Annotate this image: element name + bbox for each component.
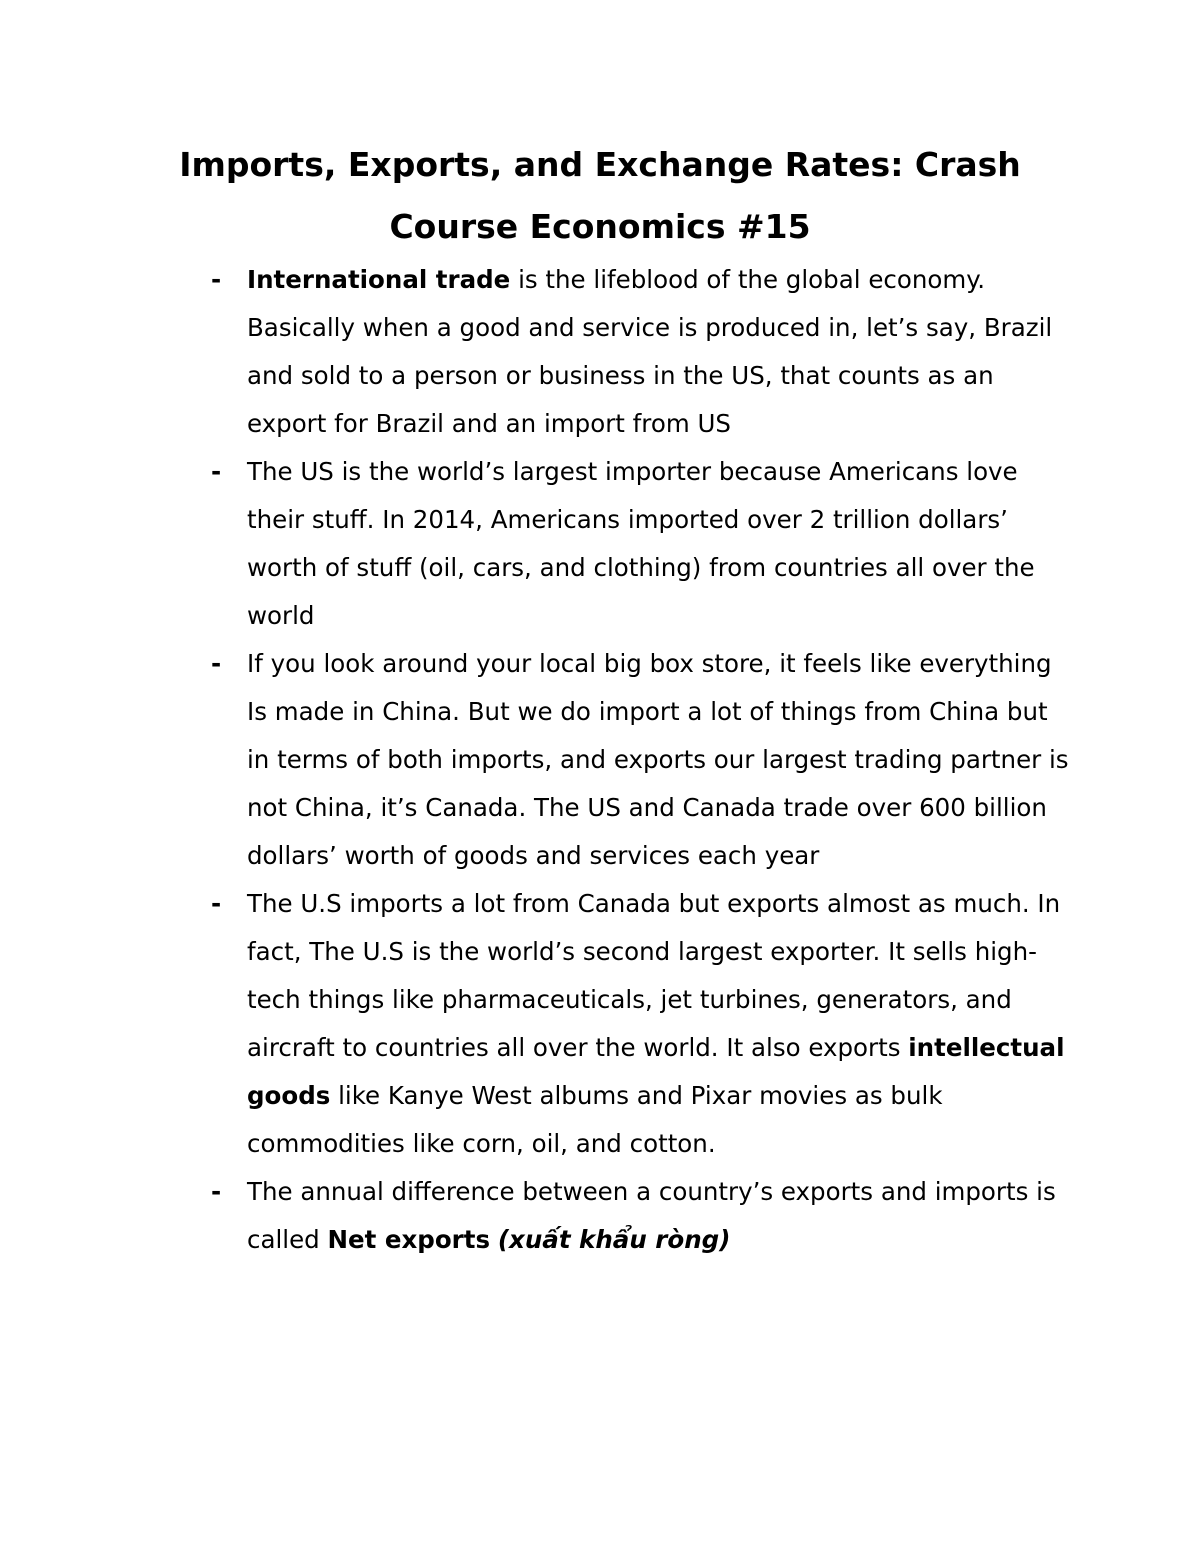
term-net-exports: Net exports (327, 1225, 491, 1254)
title-line-2: Course Economics #15 (389, 207, 811, 246)
bullet-text: is the lifeblood of the global economy. Basically when a good and service is produced in, let’s say, Brazil and sold to a person or business in the US, that counts as an export for Brazil and an import from US (247, 265, 1053, 438)
bullet-marker: - (211, 889, 222, 918)
bullet-marker: - (211, 265, 222, 294)
bullet-text: like Kanye West albums and Pixar movies as bulk commodities like corn, oil, and cotton. (247, 1081, 943, 1158)
spacer (490, 1225, 498, 1254)
bullet-marker: - (211, 1177, 222, 1206)
bullet-text: The annual difference between a country’s exports and imports is called (247, 1177, 1056, 1254)
list-item (0, 880, 1077, 1168)
bullet-list (0, 256, 1200, 1264)
term-intellectual-goods: intellectual goods (247, 1033, 1065, 1110)
bullet-text: If you look around your local big box store, it feels like everything Is made in China. But we do import a lot of things from China but in terms of both imports, and exports our largest trading partner is not China, it’s Canada. The US and Canada trade over 600 billion dollars’ worth of goods and services each year (247, 649, 1069, 870)
bullet-text: The US is the world’s largest importer because Americans love their stuff. In 2014, Americans imported over 2 trillion dollars’ worth of stuff (oil, cars, and clothing) from countries all over the world (247, 457, 1035, 630)
list-item (0, 448, 1077, 640)
bullet-marker: - (211, 457, 222, 486)
term-net-exports-translation: (xuất khẩu ròng) (497, 1225, 731, 1254)
list-item (0, 1168, 1077, 1264)
bullet-text: The U.S imports a lot from Canada but exports almost as much. In fact, The U.S is the world’s second largest exporter. It sells high-tech things like pharmaceuticals, jet turbines, generators, and aircraft to countries all over the world. It also exports (247, 889, 1061, 1062)
list-item (0, 256, 1077, 448)
list-item (0, 640, 1077, 880)
page-title (130, 134, 1070, 258)
bullet-marker: - (211, 649, 222, 678)
term-international-trade: International trade (247, 265, 511, 294)
title-line-1: Imports, Exports, and Exchange Rates: Crash (179, 145, 1021, 184)
